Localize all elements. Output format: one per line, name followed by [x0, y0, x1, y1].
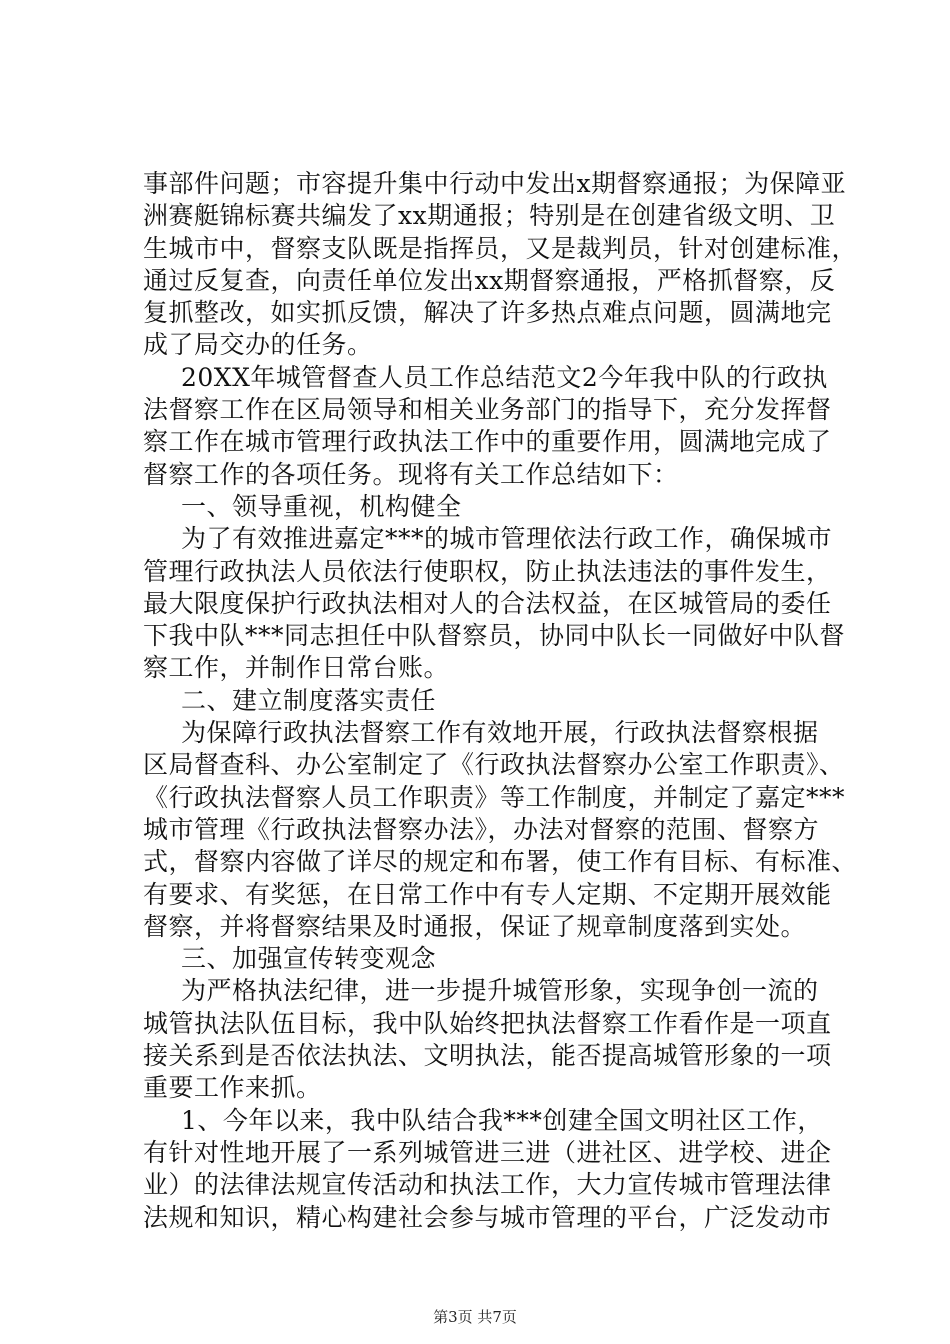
- text-line: 业）的法律法规宣传活动和执法工作，大力宣传城市管理法律: [143, 1170, 832, 1200]
- paragraph-first-line: 20XX年城管督查人员工作总结范文2今年我中队的行政执: [181, 362, 828, 392]
- text-line: 式，督察内容做了详尽的规定和布署，使工作有目标、有标准、: [143, 847, 858, 877]
- text-line: 管理行政执法人员依法行使职权，防止执法违法的事件发生，: [143, 556, 832, 586]
- text-line: 有要求、有奖惩，在日常工作中有专人定期、不定期开展效能: [143, 879, 832, 909]
- paragraph-first-line: 为保障行政执法督察工作有效地开展，行政执法督察根据: [181, 718, 819, 748]
- text-line: 《行政执法督察人员工作职责》等工作制度，并制定了嘉定***: [143, 782, 846, 812]
- text-line: 督察，并将督察结果及时通报，保证了规章制度落到实处。: [143, 911, 807, 941]
- text-line: 察工作，并制作日常台账。: [143, 653, 450, 683]
- text-line: 洲赛艇锦标赛共编发了xx期通报；特别是在创建省级文明、卫: [143, 201, 836, 231]
- text-line: 通过反复查，向责任单位发出xx期督察通报，严格抓督察，反: [143, 265, 836, 295]
- document-body: [143, 168, 858, 1234]
- text-line: 复抓整改，如实抓反馈，解决了许多热点难点问题，圆满地完: [143, 298, 832, 328]
- section-heading: 三、加强宣传转变观念: [181, 944, 437, 974]
- text-line: 城市管理《行政执法督察办法》，办法对督察的范围、督察方: [143, 814, 820, 844]
- text-line: 生城市中，督察支队既是指挥员，又是裁判员，针对创建标准，: [143, 233, 858, 263]
- section-heading: 一、领导重视，机构健全: [181, 491, 462, 521]
- text-line: 城管执法队伍目标，我中队始终把执法督察工作看作是一项直: [143, 1008, 832, 1038]
- text-line: 督察工作的各项任务。现将有关工作总结如下：: [143, 459, 679, 489]
- text-line: 最大限度保护行政执法相对人的合法权益，在区城管局的委任: [143, 588, 832, 618]
- text-line: 区局督查科、办公室制定了《行政执法督察办公室工作职责》、: [143, 750, 845, 780]
- text-line: 成了局交办的任务。: [143, 330, 373, 360]
- paragraph-first-line: 为了有效推进嘉定***的城市管理依法行政工作，确保城市: [181, 524, 833, 554]
- section-heading: 二、建立制度落实责任: [181, 685, 437, 715]
- text-line: 察工作在城市管理行政执法工作中的重要作用，圆满地完成了: [143, 427, 832, 457]
- text-line: 接关系到是否依法执法、文明执法，能否提高城管形象的一项: [143, 1041, 832, 1071]
- text-line: 法督察工作在区局领导和相关业务部门的指导下，充分发挥督: [143, 395, 832, 425]
- page-number-footer: 第3页 共7页: [433, 1308, 517, 1326]
- text-line: 下我中队***同志担任中队督察员，协同中队长一同做好中队督: [143, 621, 846, 651]
- text-line: 有针对性地开展了一系列城管进三进（进社区、进学校、进企: [143, 1137, 832, 1167]
- paragraph-first-line: 1、今年以来，我中队结合我***创建全国文明社区工作，: [181, 1105, 823, 1135]
- text-line: 法规和知识，精心构建社会参与城市管理的平台，广泛发动市: [143, 1202, 832, 1232]
- text-line: 重要工作来抓。: [143, 1073, 322, 1103]
- paragraph-first-line: 为严格执法纪律，进一步提升城管形象，实现争创一流的: [181, 976, 819, 1006]
- text-line: 事部件问题；市容提升集中行动中发出x期督察通报；为保障亚: [143, 169, 847, 198]
